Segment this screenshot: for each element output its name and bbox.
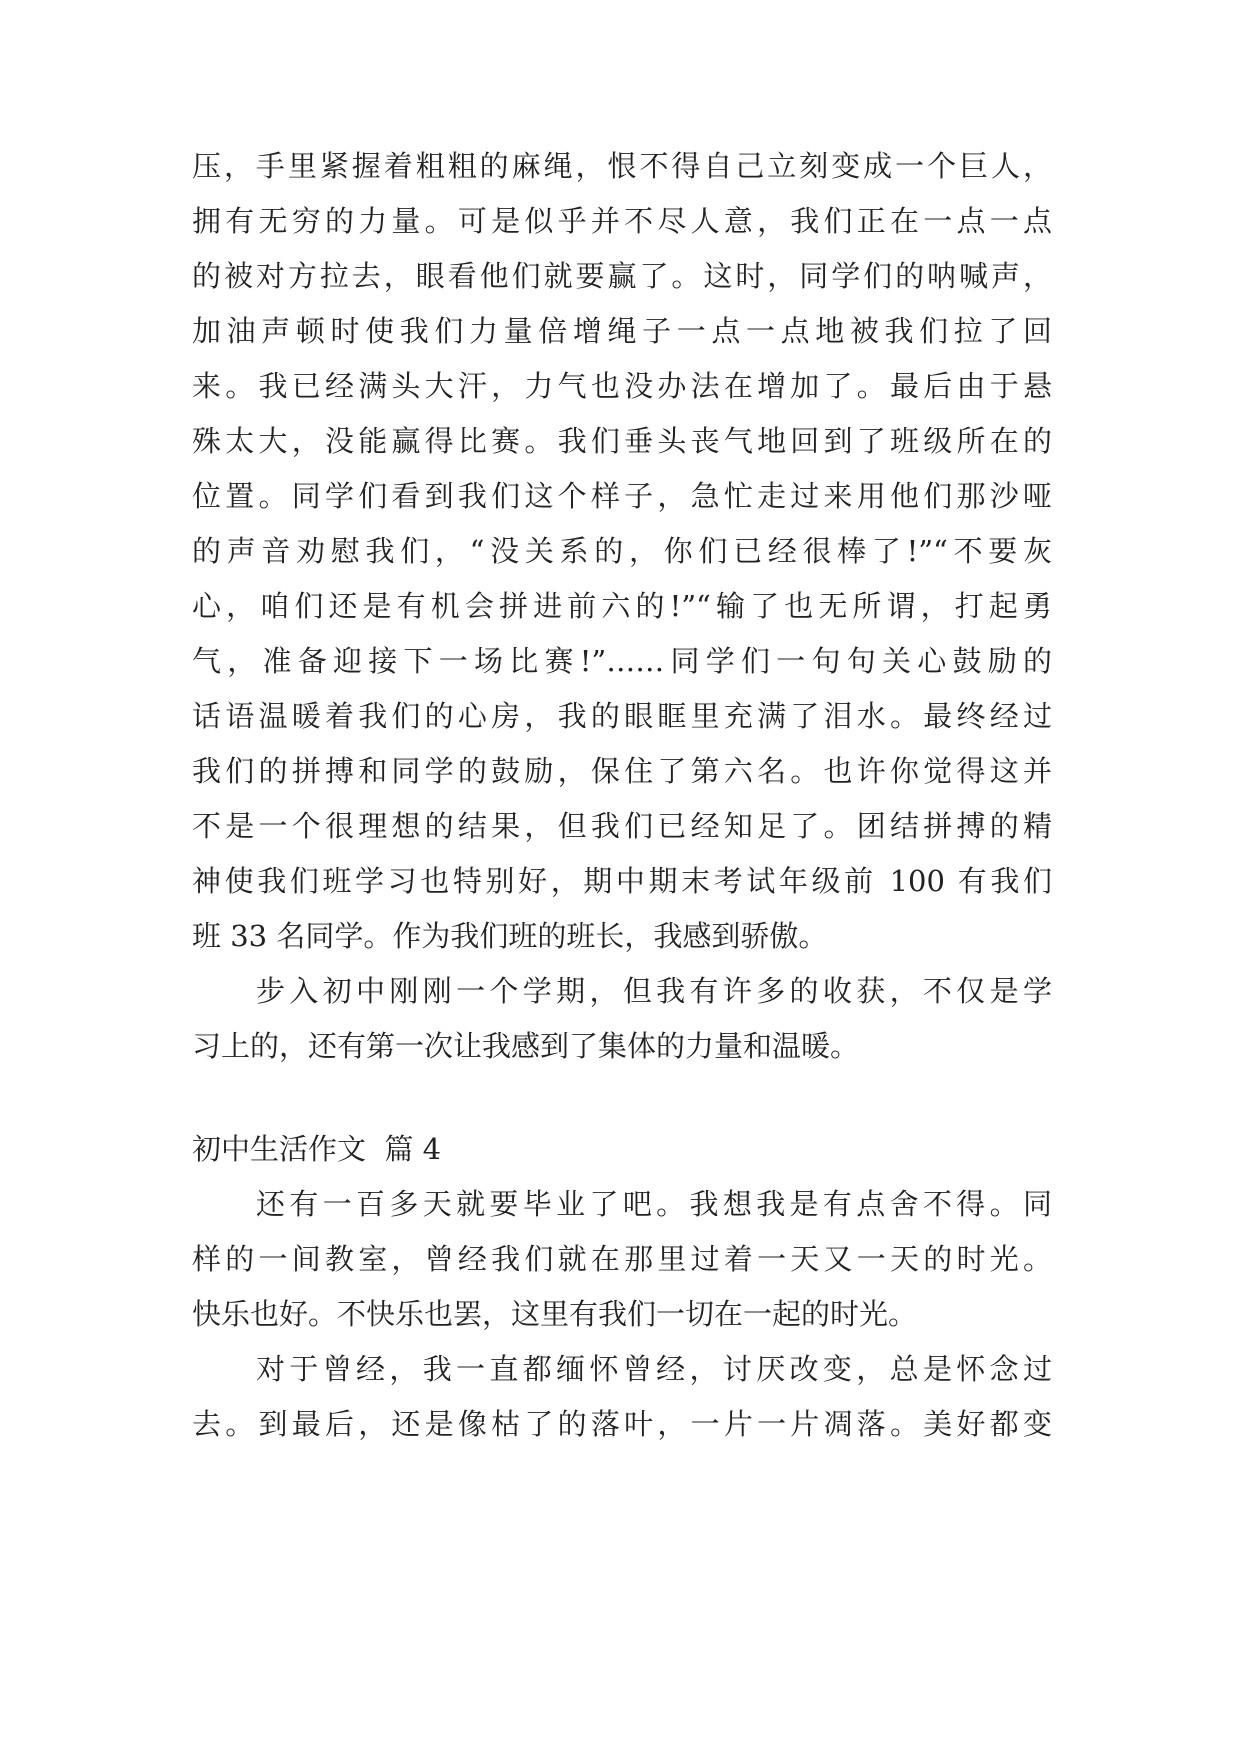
text-line: 神使我们班学习也特别好，期中期末考试年级前 100 有我们: [192, 864, 1052, 898]
text-line: 习上的，还有第一次让我感到了集体的力量和温暖。: [192, 1029, 860, 1063]
text-line: 压，手里紧握着粗粗的麻绳，恨不得自己立刻变成一个巨人，: [192, 149, 1052, 183]
text-line: 步入初中刚刚一个学期，但我有许多的收获，不仅是学: [256, 974, 1052, 1008]
text-line: 来。我已经满头大汗，力气也没办法在增加了。最后由于悬: [192, 369, 1052, 403]
text-line: 不是一个很理想的结果，但我们已经知足了。团结拼搏的精: [192, 809, 1052, 843]
text-line: 还有一百多天就要毕业了吧。我想我是有点舍不得。同: [256, 1187, 1052, 1221]
text-line: 班 33 名同学。作为我们班的班长，我感到骄傲。: [192, 919, 828, 953]
section-heading: 初中生活作文 篇 4: [192, 1132, 442, 1166]
text-line: 我们的拼搏和同学的鼓励，保住了第六名。也许你觉得这并: [192, 754, 1052, 788]
text-line: 对于曾经，我一直都缅怀曾经，讨厌改变，总是怀念过: [256, 1352, 1052, 1386]
text-line: 加油声顿时使我们力量倍增绳子一点一点地被我们拉了回: [192, 314, 1052, 348]
text-line: 去。到最后，还是像枯了的落叶，一片一片凋落。美好都变: [192, 1407, 1052, 1441]
text-line: 气，准备迎接下一场比赛!”……同学们一句句关心鼓励的: [192, 644, 1052, 678]
text-line: 的声音劝慰我们，“没关系的，你们已经很棒了!”“不要灰: [192, 534, 1052, 568]
text-line: 殊太大，没能赢得比赛。我们垂头丧气地回到了班级所在的: [192, 424, 1052, 458]
text-line: 心，咱们还是有机会拼进前六的!”“输了也无所谓，打起勇: [192, 589, 1052, 623]
text-line: 快乐也好。不快乐也罢，这里有我们一切在一起的时光。: [192, 1297, 918, 1331]
text-line: 位置。同学们看到我们这个样子，急忙走过来用他们那沙哑: [192, 479, 1052, 513]
text-line: 话语温暖着我们的心房，我的眼眶里充满了泪水。最终经过: [192, 699, 1052, 733]
text-line: 拥有无穷的力量。可是似乎并不尽人意，我们正在一点一点: [192, 204, 1052, 238]
text-line: 样的一间教室，曾经我们就在那里过着一天又一天的时光。: [192, 1242, 1052, 1276]
text-line: 的被对方拉去，眼看他们就要赢了。这时，同学们的呐喊声，: [192, 259, 1052, 293]
